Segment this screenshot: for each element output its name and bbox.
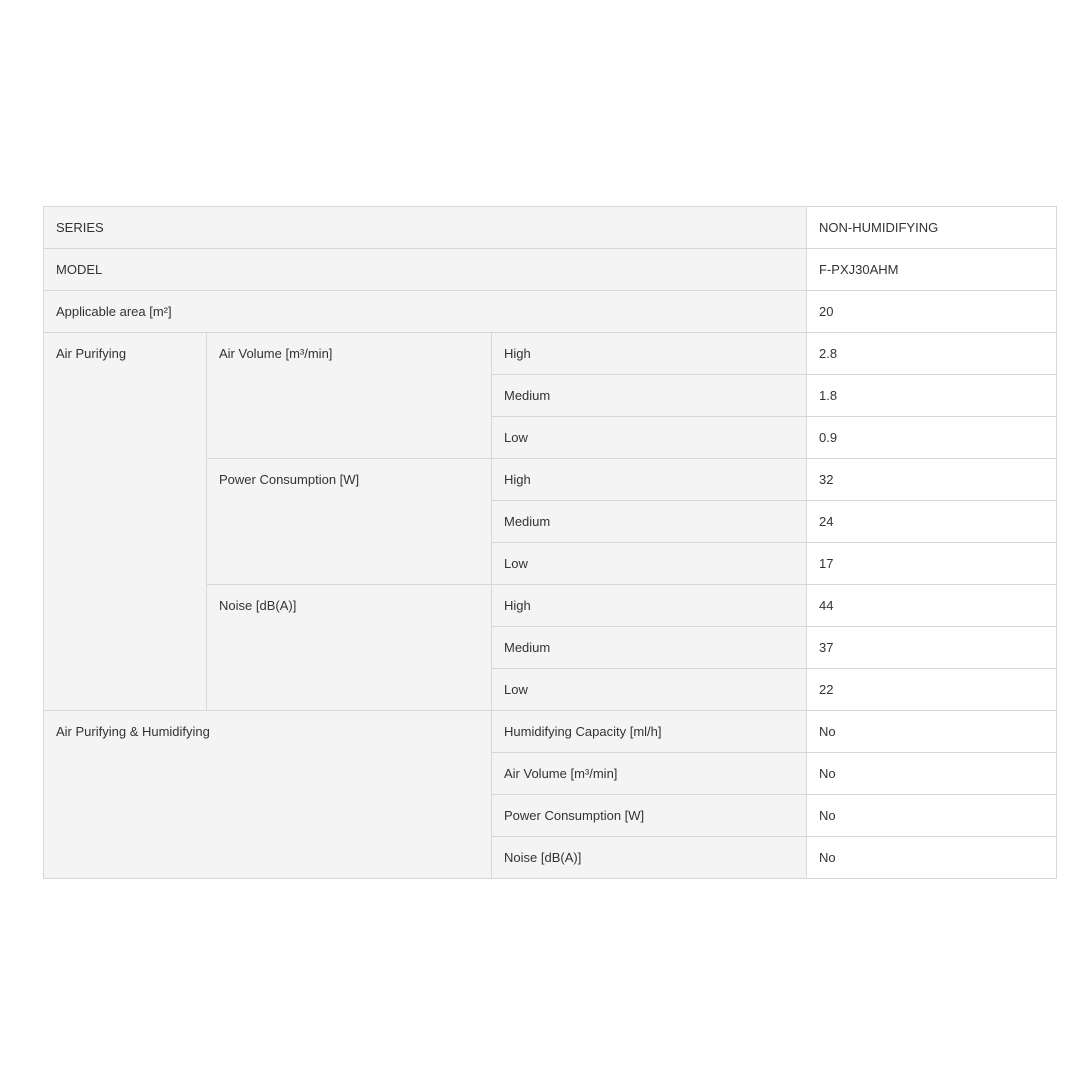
humidifying-noise-value: No [807, 837, 1057, 879]
table-row [44, 207, 1057, 249]
area-value: 20 [807, 291, 1057, 333]
power-low-value: 17 [807, 543, 1057, 585]
humidifying-power-label: Power Consumption [W] [492, 795, 807, 837]
noise-medium-value: 37 [807, 627, 1057, 669]
humidifying-capacity-label: Humidifying Capacity [ml/h] [492, 711, 807, 753]
table-row [44, 291, 1057, 333]
level-label: High [492, 333, 807, 375]
level-label: Low [492, 417, 807, 459]
humidifying-air-volume-value: No [807, 753, 1057, 795]
table-row [44, 333, 1057, 375]
model-value: F-PXJ30AHM [807, 249, 1057, 291]
series-label: SERIES [44, 207, 807, 249]
humidifying-power-value: No [807, 795, 1057, 837]
air-purifying-label: Air Purifying [44, 333, 207, 711]
level-label: Low [492, 669, 807, 711]
power-high-value: 32 [807, 459, 1057, 501]
noise-low-value: 22 [807, 669, 1057, 711]
air-volume-label: Air Volume [m³/min] [207, 333, 492, 459]
power-consumption-label: Power Consumption [W] [207, 459, 492, 585]
level-label: High [492, 459, 807, 501]
table-row [44, 711, 1057, 753]
air-volume-medium-value: 1.8 [807, 375, 1057, 417]
level-label: High [492, 585, 807, 627]
level-label: Medium [492, 375, 807, 417]
air-volume-high-value: 2.8 [807, 333, 1057, 375]
humidifying-air-volume-label: Air Volume [m³/min] [492, 753, 807, 795]
humidifying-capacity-value: No [807, 711, 1057, 753]
humidifying-label: Air Purifying & Humidifying [44, 711, 492, 879]
air-volume-low-value: 0.9 [807, 417, 1057, 459]
humidifying-noise-label: Noise [dB(A)] [492, 837, 807, 879]
area-label: Applicable area [m²] [44, 291, 807, 333]
power-medium-value: 24 [807, 501, 1057, 543]
table-row [44, 249, 1057, 291]
spec-table [43, 206, 1057, 879]
level-label: Medium [492, 627, 807, 669]
model-label: MODEL [44, 249, 807, 291]
level-label: Medium [492, 501, 807, 543]
level-label: Low [492, 543, 807, 585]
noise-label: Noise [dB(A)] [207, 585, 492, 711]
series-value: NON-HUMIDIFYING [807, 207, 1057, 249]
noise-high-value: 44 [807, 585, 1057, 627]
